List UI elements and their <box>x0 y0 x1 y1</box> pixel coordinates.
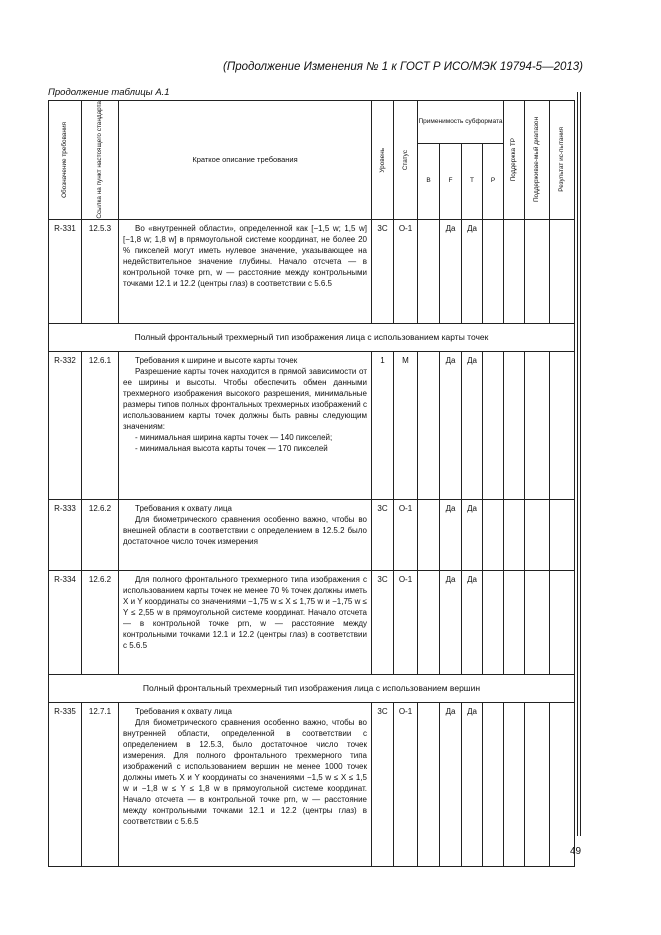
clause-ref: 12.6.1 <box>82 351 119 499</box>
requirement-description <box>119 570 372 674</box>
description-line: Для биометрического сравнения особенно важно, чтобы во внешней области в соответствии с определением в 12.5.2 было достаточное число точек измерения <box>123 514 367 546</box>
test-result-cell <box>550 219 575 323</box>
supported-range-cell <box>525 570 550 674</box>
col-header-desc: Краткое описание требования <box>119 101 372 220</box>
supported-range-cell <box>525 702 550 866</box>
col-header-ref: Ссылка на пункт настоящего стандарта <box>82 101 119 220</box>
sub-t-cell: Да <box>462 219 483 323</box>
requirement-id: R-333 <box>49 499 82 570</box>
description-line: - минимальная высота карты точек — 170 пикселей <box>135 443 328 453</box>
tp-support-cell <box>504 702 525 866</box>
sub-b-cell <box>418 499 440 570</box>
requirement-description <box>119 499 372 570</box>
table-row <box>49 499 575 570</box>
description-line: Требования к ширине и высоте карты точек <box>135 355 298 365</box>
requirement-description <box>119 702 372 866</box>
sub-f-cell: Да <box>440 499 462 570</box>
sub-p-cell <box>483 499 504 570</box>
clause-ref: 12.7.1 <box>82 702 119 866</box>
sub-t-cell: Да <box>462 351 483 499</box>
table-row <box>49 702 575 866</box>
description-line: Разрешение карты точек находится в прямой зависимости от ее ширины и высоты. Чтобы обеспечить обмен данными трехмерного изображения высокого разрешения, минимальные размеры типов полных фронтальных трехмерных изображений с использованием карты точек должны быть равны следующим значениям: <box>123 366 367 431</box>
sub-b-cell <box>418 570 440 674</box>
sub-t-cell: Да <box>462 570 483 674</box>
table-body <box>49 219 575 866</box>
test-result-cell <box>550 499 575 570</box>
level-cell: 3C <box>372 499 394 570</box>
clause-ref: 12.5.3 <box>82 219 119 323</box>
description-line: - минимальная ширина карты точек — 140 пикселей; <box>135 432 333 442</box>
tp-support-cell <box>504 351 525 499</box>
sub-p-cell <box>483 702 504 866</box>
status-cell: О-1 <box>394 702 418 866</box>
margin-rule <box>580 92 581 836</box>
col-header-test-result: Результат ис-пытания <box>550 101 575 220</box>
level-cell: 3C <box>372 702 394 866</box>
col-header-supported-range: Поддерживае-мый диапазон <box>525 101 550 220</box>
document-header: (Продолжение Изменения № 1 к ГОСТ Р ИСО/МЭК 19794-5—2013) <box>223 61 583 73</box>
col-header-level: Уровень <box>372 101 394 220</box>
sub-f-cell: Да <box>440 351 462 499</box>
description-line: Требования к охвату лица <box>135 503 232 513</box>
sub-t-cell: Да <box>462 702 483 866</box>
section-row <box>49 323 575 351</box>
section-row <box>49 674 575 702</box>
tp-support-cell <box>504 570 525 674</box>
col-header-sub-t: T <box>462 144 483 220</box>
requirement-description <box>119 219 372 323</box>
clause-ref: 12.6.2 <box>82 499 119 570</box>
col-header-sub-f: F <box>440 144 462 220</box>
table-row <box>49 351 575 499</box>
status-cell: О-1 <box>394 219 418 323</box>
sub-t-cell: Да <box>462 499 483 570</box>
supported-range-cell <box>525 351 550 499</box>
level-cell: 3C <box>372 219 394 323</box>
requirement-id: R-331 <box>49 219 82 323</box>
sub-p-cell <box>483 351 504 499</box>
col-header-status: Статус <box>394 101 418 220</box>
sub-b-cell <box>418 219 440 323</box>
tp-support-cell <box>504 219 525 323</box>
sub-p-cell <box>483 219 504 323</box>
clause-ref: 12.6.2 <box>82 570 119 674</box>
sub-f-cell: Да <box>440 219 462 323</box>
sub-f-cell: Да <box>440 570 462 674</box>
level-cell: 1 <box>372 351 394 499</box>
level-cell: 3C <box>372 570 394 674</box>
description-line: Требования к охвату лица <box>135 706 232 716</box>
page-number: 49 <box>570 846 582 857</box>
description-line: Во «внутренней области», определенной как [−1,5 w; 1,5 w] [−1,8 w; 1,8 w] в прямоугольной системе координат, не более 20 % пикселей могут иметь нулевое значение, указывающее на недействительное значение глубины. Начало отсчета — в контрольной точке prn, w — расстояние между контрольными точками 12.1 и 12.2 (центры глаз) в соответствии с 5.6.5 <box>123 223 367 288</box>
col-header-tp-support: Поддержка ТР <box>504 101 525 220</box>
status-cell: О-1 <box>394 570 418 674</box>
table-caption: Продолжение таблицы А.1 <box>48 87 170 98</box>
requirement-id: R-332 <box>49 351 82 499</box>
col-header-applicability: Применимость субформата <box>418 101 504 144</box>
requirement-id: R-334 <box>49 570 82 674</box>
sub-p-cell <box>483 570 504 674</box>
col-header-sub-p: P <box>483 144 504 220</box>
section-title: Полный фронтальный трехмерный тип изображения лица с использованием вершин <box>49 674 575 702</box>
section-title: Полный фронтальный трехмерный тип изображения лица с использованием карты точек <box>49 323 575 351</box>
requirements-table <box>48 100 575 867</box>
status-cell: О-1 <box>394 499 418 570</box>
col-header-sub-b: В <box>418 144 440 220</box>
table-row <box>49 570 575 674</box>
test-result-cell <box>550 702 575 866</box>
sub-b-cell <box>418 702 440 866</box>
sub-b-cell <box>418 351 440 499</box>
description-line: Для биометрического сравнения особенно важно, чтобы во внутренней области, определенной в соответствии с определением в 12.5.3, было достаточное число точек измерения. Для полного фронтального трехмерного типа изображений с использованием вершин не менее 1000 точек должны иметь X и Y координаты со значениями −1,5 w ≤ X ≤ 1,5 w и −1,8 w ≤ Y ≤ 1,8 w в прямоугольной системе координат. Начало отсчета — в контрольной точке prn, w — расстояние между контрольными точками 12.1 и 12.2 (центры глаз) в соответствии с 5.6.5 <box>123 717 367 826</box>
requirement-description <box>119 351 372 499</box>
col-header-id: Обозначение требования <box>49 101 82 220</box>
margin-rule <box>577 92 578 836</box>
description-line: Для полного фронтального трехмерного типа изображения с использованием карты точек не менее 70 % точек должны иметь X и Y координаты со значениями −1,75 w ≤ X ≤ 1,75 w и −1,75 w ≤ Y ≤ 2,55 w в прямоугольной системе координат. Начало отсчета — в контрольной точке prn, w — расстояние между контрольными точками 12.1 и 12.2 (центры глаз) в соответствии с 5.6.5 <box>123 574 367 650</box>
supported-range-cell <box>525 499 550 570</box>
test-result-cell <box>550 570 575 674</box>
sub-f-cell: Да <box>440 702 462 866</box>
test-result-cell <box>550 351 575 499</box>
status-cell: М <box>394 351 418 499</box>
requirement-id: R-335 <box>49 702 82 866</box>
tp-support-cell <box>504 499 525 570</box>
table-row <box>49 219 575 323</box>
supported-range-cell <box>525 219 550 323</box>
